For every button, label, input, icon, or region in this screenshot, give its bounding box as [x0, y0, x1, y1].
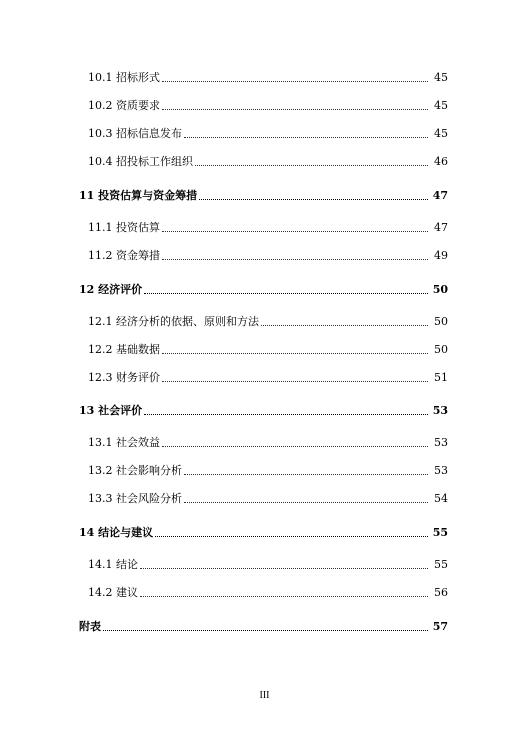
dot-leader [144, 414, 428, 415]
toc-entry-label: 11.2 资金筹措 [88, 249, 160, 262]
toc-entry[interactable] [0, 434, 529, 450]
toc-entry[interactable] [0, 153, 529, 169]
dot-leader [184, 474, 428, 475]
toc-entry-label: 10.3 招标信息发布 [88, 127, 182, 140]
dot-leader [144, 293, 428, 294]
toc-entry-page: 50 [434, 343, 448, 356]
toc-chapter-entry[interactable] [0, 187, 529, 203]
toc-entry-label: 13 社会评价 [79, 404, 143, 417]
toc-chapter-entry[interactable] [0, 618, 529, 634]
toc-entry[interactable] [0, 584, 529, 600]
toc-entry-label: 12.2 基础数据 [88, 343, 160, 356]
toc-entry-page: 53 [434, 436, 448, 449]
toc-entry[interactable] [0, 369, 529, 385]
toc-entry-page: 56 [434, 586, 448, 599]
toc-entry-label: 12.3 财务评价 [88, 371, 160, 384]
toc-entry-label: 13.2 社会影响分析 [88, 464, 182, 477]
dot-leader [162, 259, 428, 260]
toc-entry-page: 45 [434, 127, 448, 140]
toc-entry-label: 附表 [79, 620, 101, 633]
toc-entry-page: 55 [434, 558, 448, 571]
dot-leader [162, 109, 428, 110]
toc-entry[interactable] [0, 341, 529, 357]
dot-leader [162, 381, 428, 382]
dot-leader [162, 231, 428, 232]
dot-leader [261, 325, 428, 326]
dot-leader [184, 137, 428, 138]
toc-entry-label: 14 结论与建议 [79, 526, 154, 539]
toc-entry-label: 10.4 招投标工作组织 [88, 155, 193, 168]
page-number: III [259, 690, 270, 701]
toc-entry-page: 50 [432, 283, 448, 296]
toc-chapter-entry[interactable] [0, 402, 529, 418]
toc-entry[interactable] [0, 219, 529, 235]
dot-leader [140, 596, 428, 597]
toc-entry-page: 51 [434, 371, 448, 384]
toc-chapter-entry[interactable] [0, 524, 529, 540]
toc-entry-page: 47 [432, 189, 448, 202]
toc-entry-page: 54 [434, 492, 448, 505]
toc-entry-page: 53 [434, 464, 448, 477]
toc-entry-label: 10.2 资质要求 [88, 99, 160, 112]
toc-entry-page: 50 [434, 315, 448, 328]
dot-leader [195, 165, 428, 166]
dot-leader [184, 502, 428, 503]
toc-entry-label: 11.1 投资估算 [88, 221, 160, 234]
dot-leader [103, 630, 428, 631]
dot-leader [162, 353, 428, 354]
toc-entry-page: 57 [432, 620, 448, 633]
dot-leader [162, 81, 428, 82]
toc-entry-page: 45 [434, 71, 448, 84]
toc-entry-page: 45 [434, 99, 448, 112]
toc-entry[interactable] [0, 313, 529, 329]
toc-entry-label: 12 经济评价 [79, 283, 143, 296]
toc-entry-label: 11 投资估算与资金筹措 [79, 189, 198, 202]
toc-entry[interactable] [0, 97, 529, 113]
toc-entry-label: 13.3 社会风险分析 [88, 492, 182, 505]
toc-entry-label: 13.1 社会效益 [88, 436, 160, 449]
toc-entry[interactable] [0, 125, 529, 141]
dot-leader [162, 446, 428, 447]
toc-entry[interactable] [0, 556, 529, 572]
toc-entry[interactable] [0, 490, 529, 506]
toc-entry-label: 14.2 建议 [88, 586, 138, 599]
dot-leader [155, 536, 428, 537]
toc-entry-page: 49 [434, 249, 448, 262]
toc-entry-label: 10.1 招标形式 [88, 71, 160, 84]
toc-entry-page: 53 [432, 404, 448, 417]
dot-leader [140, 568, 428, 569]
toc-entry-page: 47 [434, 221, 448, 234]
toc-entry-page: 55 [432, 526, 448, 539]
toc-entry[interactable] [0, 69, 529, 85]
toc-entry[interactable] [0, 462, 529, 478]
toc-entry-label: 12.1 经济分析的依据、原则和方法 [88, 315, 259, 328]
dot-leader [199, 199, 428, 200]
toc-chapter-entry[interactable] [0, 281, 529, 297]
toc-entry-page: 46 [434, 155, 448, 168]
toc-entry-label: 14.1 结论 [88, 558, 138, 571]
toc-entry[interactable] [0, 247, 529, 263]
